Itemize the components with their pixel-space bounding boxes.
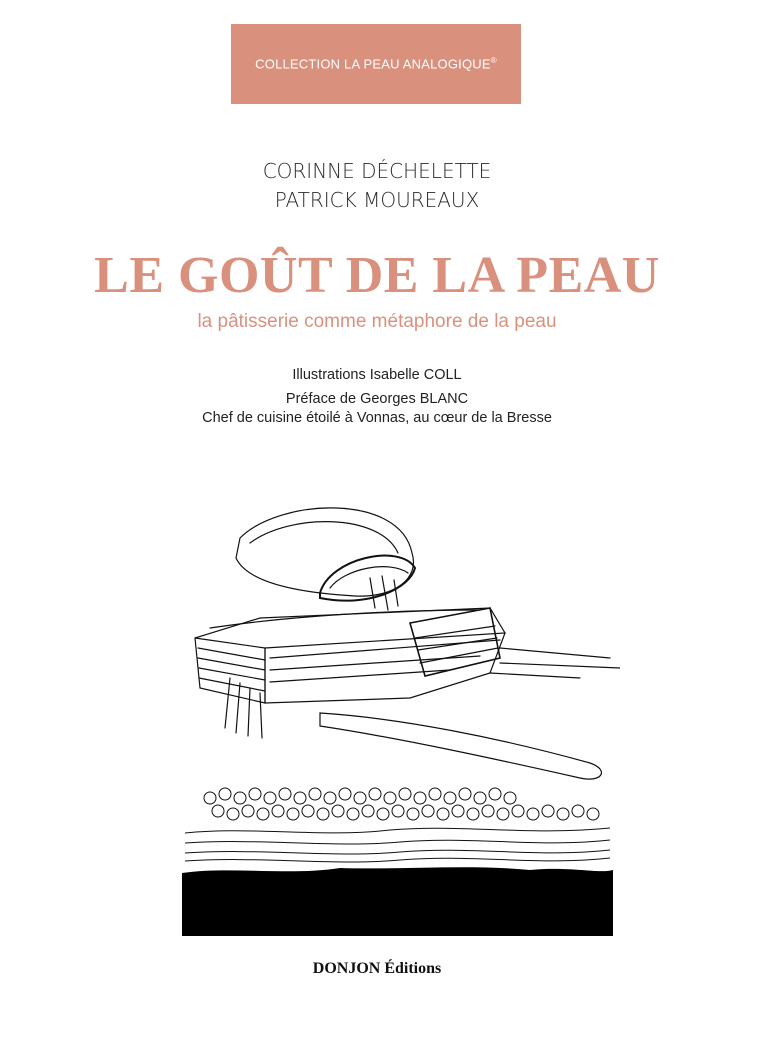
preface-detail: Chef de cuisine étoilé à Vonnas, au cœur de la Bresse	[202, 410, 552, 426]
credits	[0, 366, 754, 428]
collection-banner	[231, 24, 521, 104]
book-subtitle: la pâtisserie comme métaphore de la peau	[197, 311, 557, 332]
collection-label: COLLECTION LA PEAU ANALOGIQUE®	[255, 56, 497, 72]
authors	[0, 157, 754, 215]
publisher: DONJON Éditions	[312, 960, 442, 977]
preface-credit: Préface de Georges BLANC	[285, 391, 469, 407]
author-2: PATRICK MOUREAUX	[274, 188, 480, 212]
book-title: LE GOÛT DE LA PEAU	[94, 247, 660, 304]
pastry-and-skin-layers-drawing-icon	[170, 498, 620, 938]
illustrations-credit: Illustrations Isabelle COLL	[292, 367, 462, 383]
author-1: CORINNE DÉCHELETTE	[262, 159, 492, 183]
